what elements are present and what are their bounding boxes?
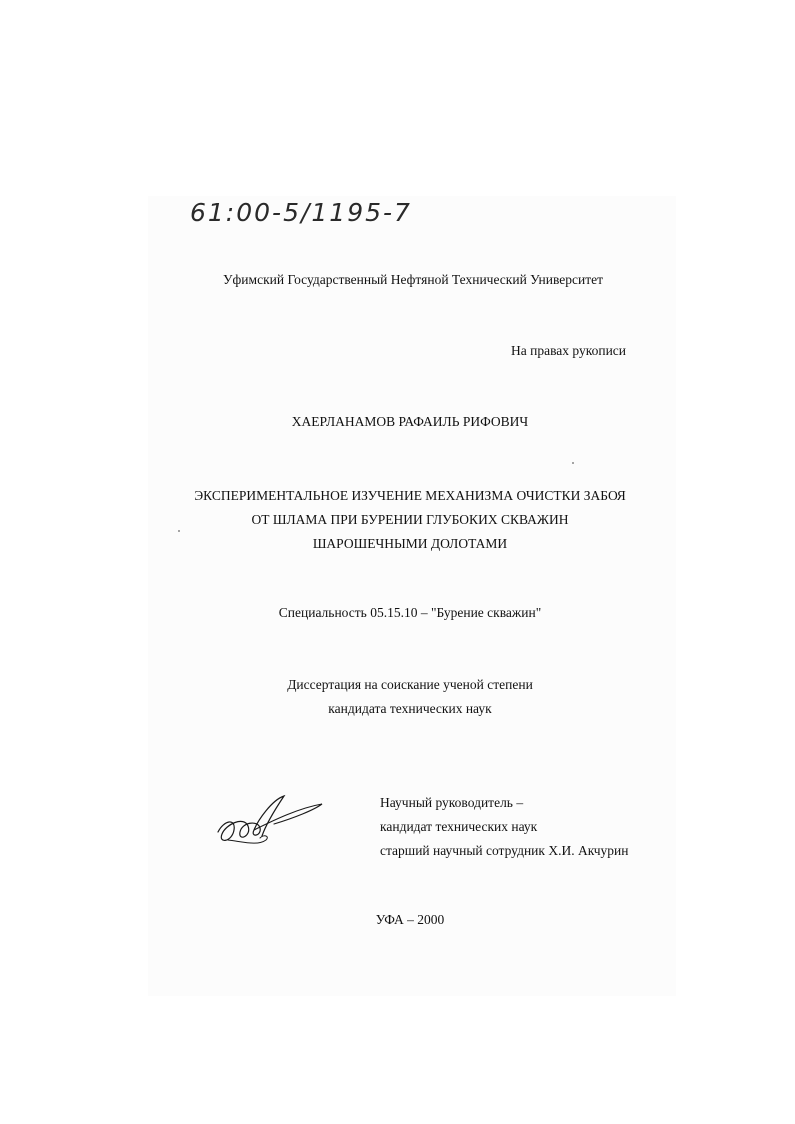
- signature: [214, 790, 329, 850]
- degree-line: кандидата технических наук: [328, 701, 492, 716]
- title-line: ЭКСПЕРИМЕНТАЛЬНОЕ ИЗУЧЕНИЕ МЕХАНИЗМА ОЧИСТКИ ЗАБОЯ: [194, 488, 626, 503]
- archive-number: 61:00-5/1195-7: [190, 198, 412, 227]
- author-name: ХАЕРЛАНАМОВ РАФАИЛЬ РИФОВИЧ: [291, 414, 529, 429]
- degree-line: Диссертация на соискание ученой степени: [287, 677, 533, 692]
- degree-statement: [0, 673, 795, 721]
- specialty: Специальность 05.15.10 – "Бурение скважин": [278, 605, 542, 620]
- manuscript-rights: На правах рукописи: [511, 343, 627, 358]
- scan-speck: [572, 462, 574, 464]
- supervisor-line: старший научный сотрудник Х.И. Акчурин: [380, 843, 629, 858]
- scan-speck: [178, 530, 180, 532]
- title-line: ОТ ШЛАМА ПРИ БУРЕНИИ ГЛУБОКИХ СКВАЖИН: [251, 512, 569, 527]
- scanned-area: [148, 196, 676, 996]
- dissertation-title: [0, 484, 795, 556]
- city-year: УФА – 2000: [375, 912, 445, 927]
- supervisor-line: Научный руководитель –: [380, 795, 524, 810]
- university-name: Уфимский Государственный Нефтяной Технический Университет: [223, 272, 604, 287]
- supervisor-line: кандидат технических наук: [380, 819, 538, 834]
- supervisor-info: [380, 791, 628, 863]
- title-line: ШАРОШЕЧНЫМИ ДОЛОТАМИ: [312, 536, 508, 551]
